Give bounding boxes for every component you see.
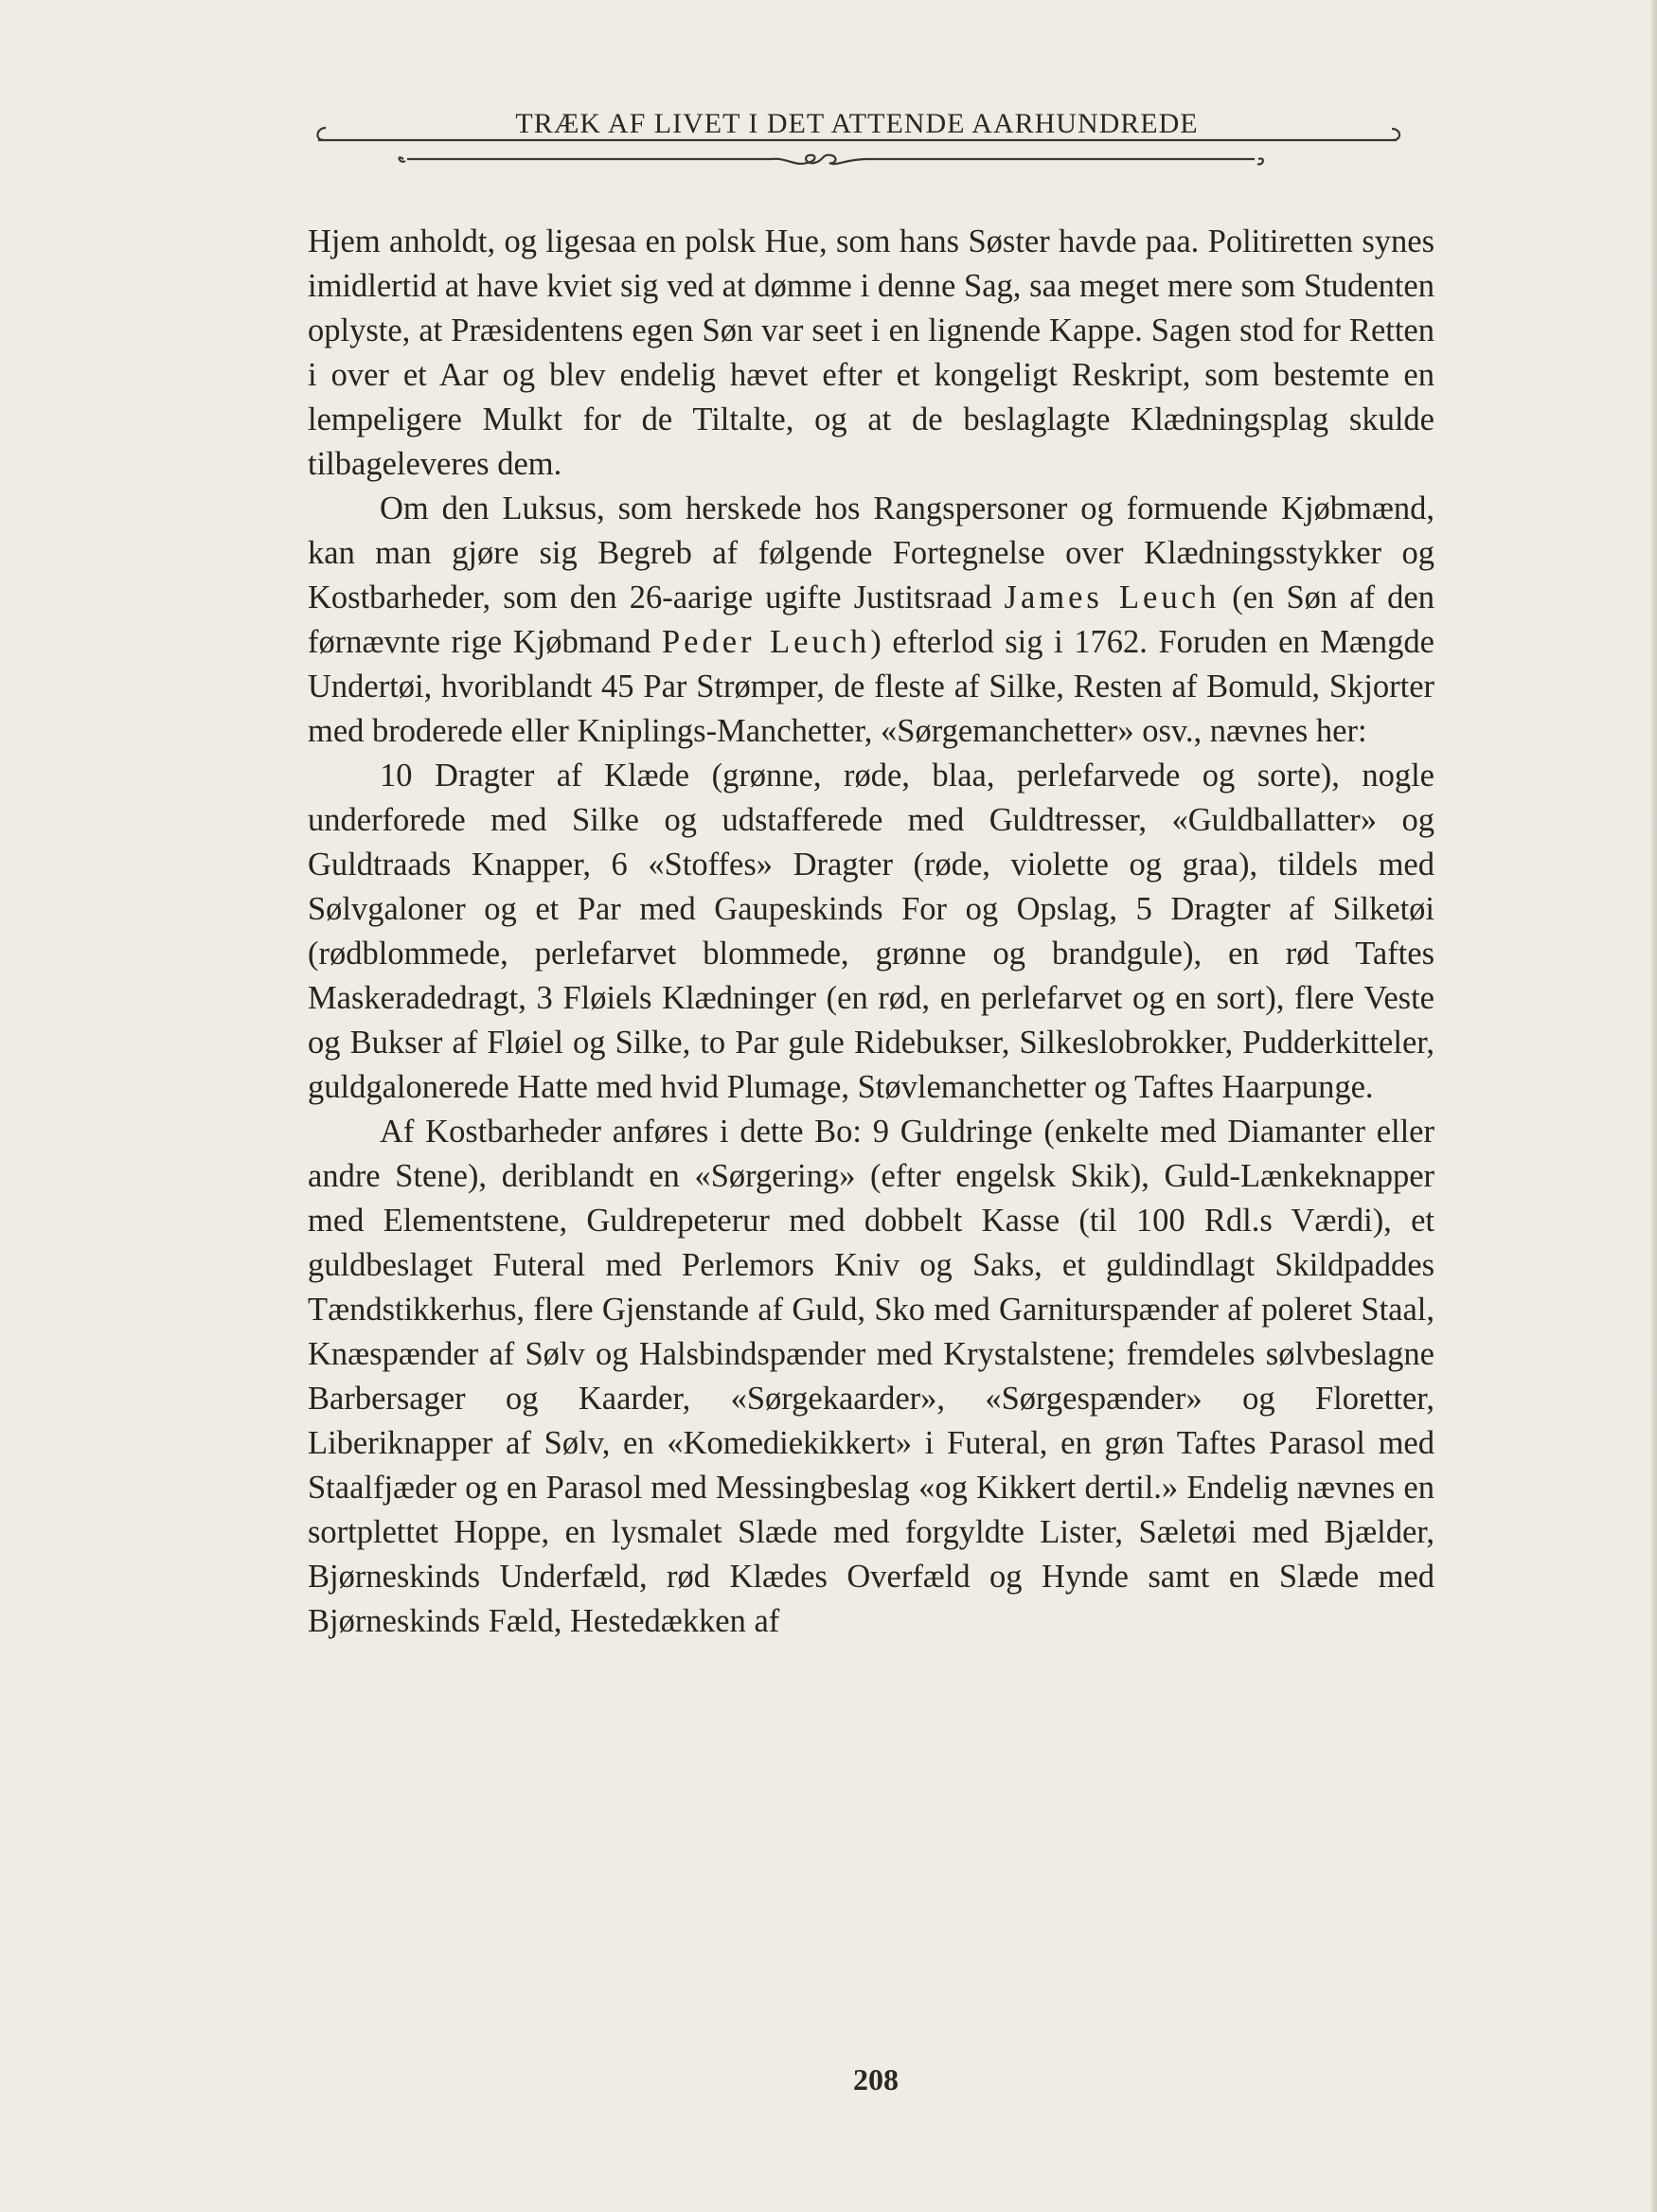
body-text [308, 220, 1434, 1644]
page-edge [1651, 0, 1657, 2212]
paragraph-2 [308, 487, 1434, 754]
page-number: 208 [853, 2062, 899, 2096]
paragraph-2-part-b: (en Søn af den førnævnte rige Kjøbmand [308, 580, 1434, 660]
paragraph-3: 10 Dragter af Klæde (grønne, røde, blaa, perlefarvede og sorte), nogle underforede med Silke og udstafferede med Guldtresser, «Guldballatter» og Guldtraads Knapper, 6 «Stoffes» Dragter (røde, violette og graa), tildels med Sølvgaloner og et Par med Gaupeskinds For og Opslag, 5 Dragter af Silketøi (rødblommede, perlefarvet blommede, grønne og brandgule), en rød Taftes Maskeradedragt, 3 Fløiels Klædninger (en rød, en perlefarvet og en sort), flere Veste og Bukser af Fløiel og Silke, to Par gule Ridebukser, Silkeslobrokker, Pudderkitteler, guldgalonerede Hatte med hvid Plumage, Støvlemanchetter og Taftes Haarpunge. [308, 758, 1434, 1105]
paragraph-2-part-a: Om den Luksus, som herskede hos Rangspersoner og formuende Kjøbmænd, kan man gjøre sig Begreb af følgende Fortegnelse over Klædningsstykker og Kostbarheder, som den 26-aarige ugifte Justitsraad [308, 491, 1434, 615]
paragraph-4: Af Kostbarheder anføres i dette Bo: 9 Guldringe (enkelte med Diamanter eller andre Stene), deriblandt en «Sørgering» (efter engelsk Skik), Guld-Lænkeknapper med Elementstene, Guldrepeterur med dobbelt Kasse (til 100 Rdl.s Værdi), et guldbeslaget Futeral med Perlemors Kniv og Saks, et guldindlagt Skildpaddes Tændstikkerhus, flere Gjenstande af Guld, Sko med Garniturspænder af poleret Staal, Knæspænder af Sølv og Halsbindspænder med Krystalstene; fremdeles sølvbeslagne Barbersager og Kaarder, «Sørgekaarder», «Sørgespænder» og Floretter, Liberiknapper af Sølv, en «Komediekikkert» i Futeral, en grøn Taftes Parasol med Staalfjæder og en Parasol med Messingbeslag «og Kikkert dertil.» Endelig nævnes en sortplettet Hoppe, en lysmalet Slæde med forgyldte Lister, Sæletøi med Bjælder, Bjørneskinds Underfæld, rød Klædes Overfæld og Hynde samt en Slæde med Bjørneskinds Fæld, Hestedækken af [308, 1114, 1434, 1639]
name-james-leuch: James Leuch [1004, 580, 1220, 615]
paragraph-2-part-c: ) efterlod sig i 1762. Foruden en Mængde Undertøi, hvoriblandt 45 Par Strømper, de fleste af Silke, Resten af Bomuld, Skjorter med broderede eller Kniplings-Manchetter, «Sørgemanchetter» osv., nævnes her: [308, 624, 1434, 749]
paragraph-1: Hjem anholdt, og ligesaa en polsk Hue, som hans Søster havde paa. Politiretten synes imidlertid at have kviet sig ved at dømme i denne Sag, saa meget mere som Studenten oplyste, at Præsidentens egen Søn var seet i en lignende Kappe. Sagen stod for Retten i over et Aar og blev endelig hævet efter et kongeligt Reskript, som bestemte en lempeligere Mulkt for de Tiltalte, og at de beslaglagte Klædningsplag skulde tilbageleveres dem. [308, 223, 1434, 482]
running-head [312, 104, 1401, 180]
name-peder-leuch: Peder Leuch [661, 624, 871, 660]
running-head-title: TRÆK AF LIVET I DET ATTENDE AARHUNDREDE [515, 108, 1199, 139]
